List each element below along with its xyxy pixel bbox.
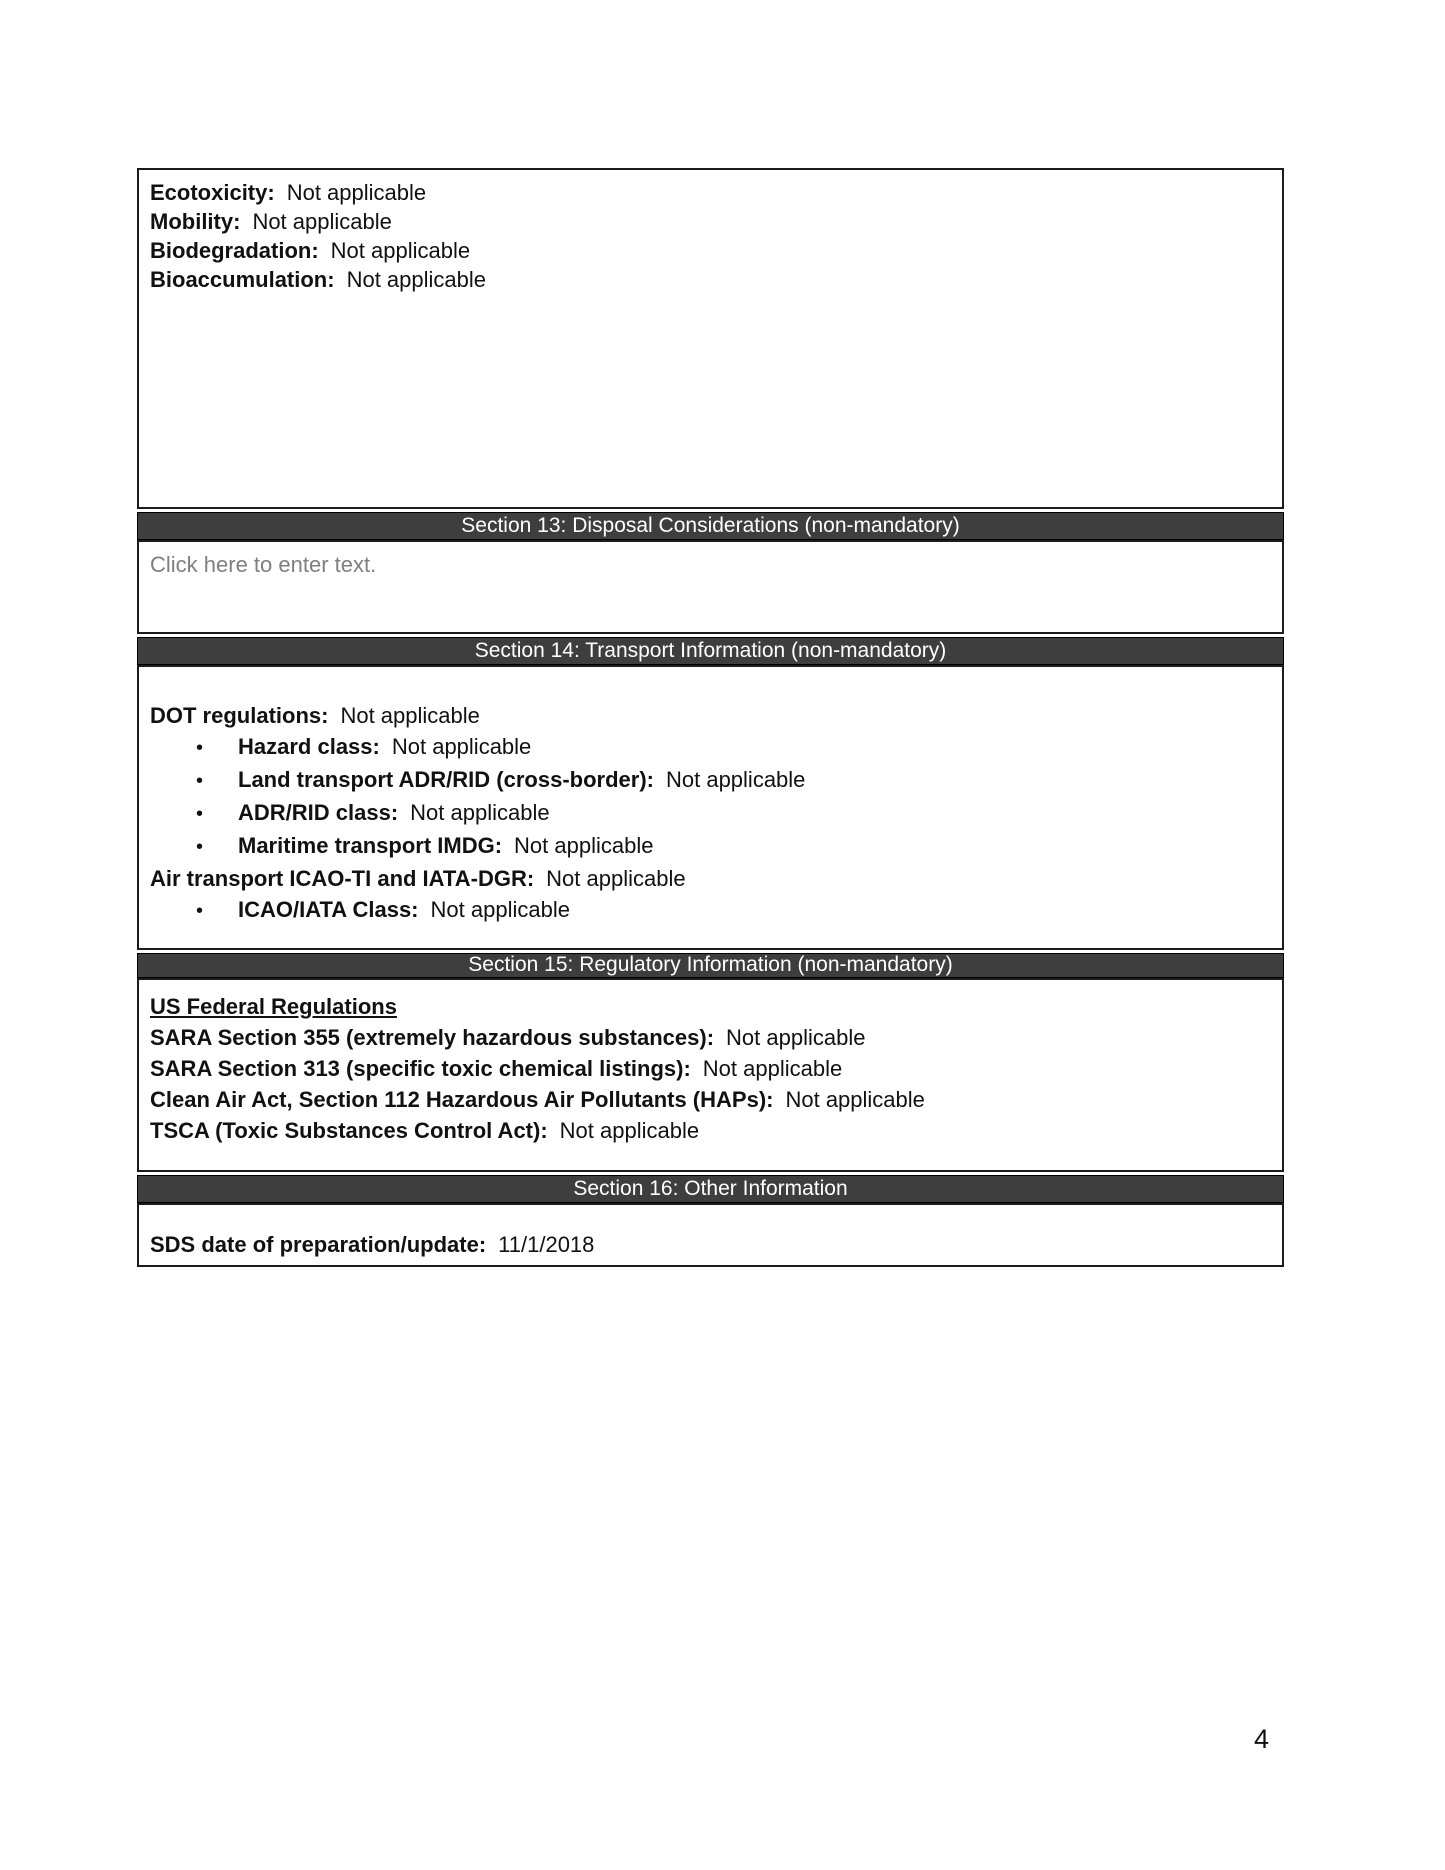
field-line: [150, 207, 1268, 236]
field-line: [150, 178, 1268, 207]
field-line: [150, 1053, 1268, 1084]
field-label: Clean Air Act, Section 112 Hazardous Air Pollutants (HAPs):: [150, 1087, 774, 1112]
field-label: Mobility:: [150, 209, 241, 234]
field-line: [150, 991, 1268, 1022]
field-label: Maritime transport IMDG:: [238, 833, 503, 858]
field-value: Not applicable: [546, 866, 686, 891]
field-value: Not applicable: [252, 209, 392, 234]
field-line: [150, 863, 1268, 894]
field-value: Not applicable: [702, 1056, 843, 1081]
field-line: [150, 265, 1268, 294]
section16-header: Section 16: Other Information: [137, 1175, 1284, 1203]
field-label: Hazard class:: [238, 734, 380, 759]
field-label: SDS date of preparation/update:: [150, 1232, 487, 1257]
section15-content-box: [137, 978, 1284, 1172]
field-value: 11/1/2018: [498, 1232, 595, 1257]
field-line: [150, 894, 1268, 927]
field-value: Not applicable: [340, 703, 480, 728]
field-value: Not applicable: [330, 238, 471, 263]
field-label: SARA Section 355 (extremely hazardous substances):: [150, 1025, 715, 1050]
field-value: Not applicable: [559, 1118, 700, 1143]
field-line: [150, 731, 1268, 764]
field-line: [150, 1084, 1268, 1115]
section14-content-box: [137, 665, 1284, 950]
field-label: Bioaccumulation:: [150, 267, 335, 292]
field-label: TSCA (Toxic Substances Control Act):: [150, 1118, 548, 1143]
field-value: Not applicable: [726, 1025, 866, 1050]
ecological-info-box: [137, 168, 1284, 509]
field-label: Land transport ADR/RID (cross-border):: [238, 767, 654, 792]
section16-content-box: [137, 1203, 1284, 1267]
sds-document-body: [137, 168, 1284, 1267]
page-number: 4: [1254, 1724, 1270, 1754]
field-value: Not applicable: [346, 267, 487, 292]
field-label: SARA Section 313 (specific toxic chemical listings):: [150, 1056, 691, 1081]
section13-header: Section 13: Disposal Considerations (non-mandatory): [137, 512, 1284, 540]
section15-header: Section 15: Regulatory Information (non-mandatory): [137, 953, 1284, 978]
section13-content-box: [137, 540, 1284, 634]
field-value: Not applicable: [391, 734, 532, 759]
section14-header: Section 14: Transport Information (non-mandatory): [137, 637, 1284, 665]
field-label: DOT regulations:: [150, 703, 329, 728]
field-line: [150, 797, 1268, 830]
field-label: Ecotoxicity:: [150, 180, 275, 205]
field-line: [150, 764, 1268, 797]
field-line: [150, 1230, 1268, 1260]
field-label: Air transport ICAO-TI and IATA-DGR:: [150, 866, 535, 891]
field-line: [150, 236, 1268, 265]
field-line: [150, 1115, 1268, 1146]
field-label: Biodegradation:: [150, 238, 319, 263]
field-line: [150, 830, 1268, 863]
bullet-icon: •: [196, 900, 204, 922]
field-line: [150, 1022, 1268, 1053]
field-line: [150, 700, 1268, 731]
field-value: Not applicable: [785, 1087, 925, 1112]
bullet-icon: •: [196, 737, 204, 759]
bullet-icon: •: [196, 803, 204, 825]
field-value: Not applicable: [286, 180, 427, 205]
bullet-icon: •: [196, 836, 204, 858]
field-value: Not applicable: [430, 897, 570, 922]
field-label: ADR/RID class:: [238, 800, 399, 825]
field-label: ICAO/IATA Class:: [238, 897, 419, 922]
field-value: Not applicable: [514, 833, 654, 858]
field-value: Not applicable: [410, 800, 550, 825]
subheading: US Federal Regulations: [150, 994, 397, 1019]
disposal-text-placeholder[interactable]: Click here to enter text.: [150, 552, 377, 577]
field-value: Not applicable: [665, 767, 806, 792]
bullet-icon: •: [196, 770, 204, 792]
